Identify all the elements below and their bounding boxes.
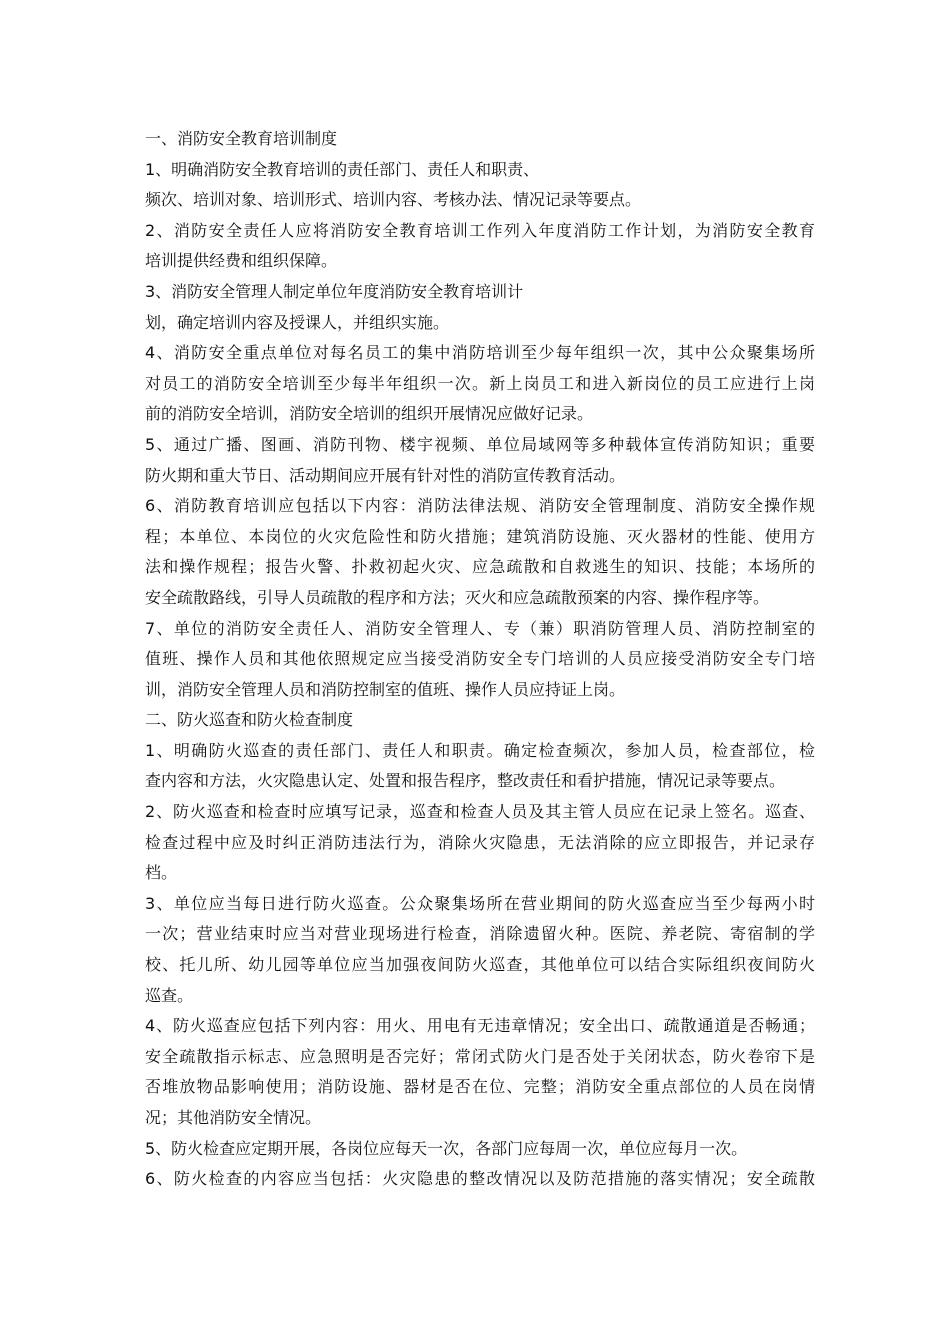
text-line: 6、防火检查的内容应当包括：火灾隐患的整改情况以及防范措施的落实情况；安全疏散 xyxy=(145,1169,815,1189)
text-line: 1、明确消防安全教育培训的责任部门、责任人和职责、 xyxy=(145,159,540,179)
text-line: 7、单位的消防安全责任人、消防安全管理人、专（兼）职消防管理人员、消防控制室的 xyxy=(145,618,815,638)
text-line: 2、防火巡查和检查时应填写记录，巡查和检查人员及其主管人员应在记录上签名。巡查、 xyxy=(145,802,815,822)
text-line: 巡查。 xyxy=(145,985,194,1005)
text-line: 防火期和重大节日、活动期间应开展有针对性的消防宣传教育活动。 xyxy=(145,465,626,485)
text-line: 安全疏散路线，引导人员疏散的程序和方法；灭火和应急疏散预案的内容、操作程序等。 xyxy=(145,587,770,607)
text-line: 检查过程中应及时纠正消防违法行为，消除火灾隐患，无法消除的应立即报告，并记录存 xyxy=(145,832,815,852)
text-line: 5、防火检查应定期开展，各岗位应每天一次，各部门应每周一次，单位应每月一次。 xyxy=(145,1138,748,1158)
text-line: 1、明确防火巡查的责任部门、责任人和职责。确定检查频次，参加人员，检查部位，检 xyxy=(145,740,815,760)
text-line: 划，确定培训内容及授课人，并组织实施。 xyxy=(145,312,450,332)
text-line: 法和操作规程；报告火警、扑救初起火灾、应急疏散和自救逃生的知识、技能；本场所的 xyxy=(145,557,815,577)
text-line: 况；其他消防安全情况。 xyxy=(145,1108,322,1127)
text-line: 否堆放物品影响使用；消防设施、器材是否在位、完整；消防安全重点部位的人员在岗情 xyxy=(145,1077,815,1097)
text-line: 一次；营业结束时应当对营业现场进行检查，消除遗留火种。医院、养老院、寄宿制的学 xyxy=(145,924,815,944)
text-line: 3、消防安全管理人制定单位年度消防安全教育培训计 xyxy=(145,281,524,301)
text-line: 4、消防安全重点单位对每名员工的集中消防培训至少每年组织一次，其中公众聚集场所 xyxy=(145,343,815,363)
text-line: 2、消防安全责任人应将消防安全教育培训工作列入年度消防工作计划，为消防安全教育 xyxy=(145,220,815,240)
text-line: 程；本单位、本岗位的火灾危险性和防火措施；建筑消防设施、灭火器材的性能、使用方 xyxy=(145,526,815,546)
text-line: 训，消防安全管理人员和消防控制室的值班、操作人员应持证上岗。 xyxy=(145,679,626,699)
text-line: 4、防火巡查应包括下列内容：用火、用电有无违章情况；安全出口、疏散通道是否畅通； xyxy=(145,1016,815,1036)
section-heading-1: 一、消防安全教育培训制度 xyxy=(145,129,338,148)
text-line: 频次、培训对象、培训形式、培训内容、考核办法、情况记录等要点。 xyxy=(145,190,642,210)
text-line: 3、单位应当每日进行防火巡查。公众聚集场所在营业期间的防火巡查应当至少每两小时 xyxy=(145,893,815,913)
section-heading-2: 二、防火巡查和防火检查制度 xyxy=(145,710,354,730)
text-line: 前的消防安全培训，消防安全培训的组织开展情况应做好记录。 xyxy=(145,404,594,424)
document-body xyxy=(145,124,815,1195)
text-line: 查内容和方法，火灾隐患认定、处置和报告程序，整改责任和看护措施，情况记录等要点。 xyxy=(145,771,786,791)
text-line: 值班、操作人员和其他依照规定应当接受消防安全专门培训的人员应接受消防安全专门培 xyxy=(145,649,815,669)
text-line: 校、托儿所、幼儿园等单位应当加强夜间防火巡查，其他单位可以结合实际组织夜间防火 xyxy=(145,955,815,975)
text-line: 对员工的消防安全培训至少每半年组织一次。新上岗员工和进入新岗位的员工应进行上岗 xyxy=(145,373,815,393)
text-line: 6、消防教育培训应包括以下内容：消防法律法规、消防安全管理制度、消防安全操作规 xyxy=(145,496,815,516)
text-line: 档。 xyxy=(145,863,178,883)
text-line: 培训提供经费和组织保障。 xyxy=(145,251,338,271)
text-line: 5、通过广播、图画、消防刊物、楼宇视频、单位局域网等多种载体宣传消防知识；重要 xyxy=(145,434,815,454)
text-line: 安全疏散指示标志、应急照明是否完好；常闭式防火门是否处于关闭状态，防火卷帘下是 xyxy=(145,1046,815,1066)
